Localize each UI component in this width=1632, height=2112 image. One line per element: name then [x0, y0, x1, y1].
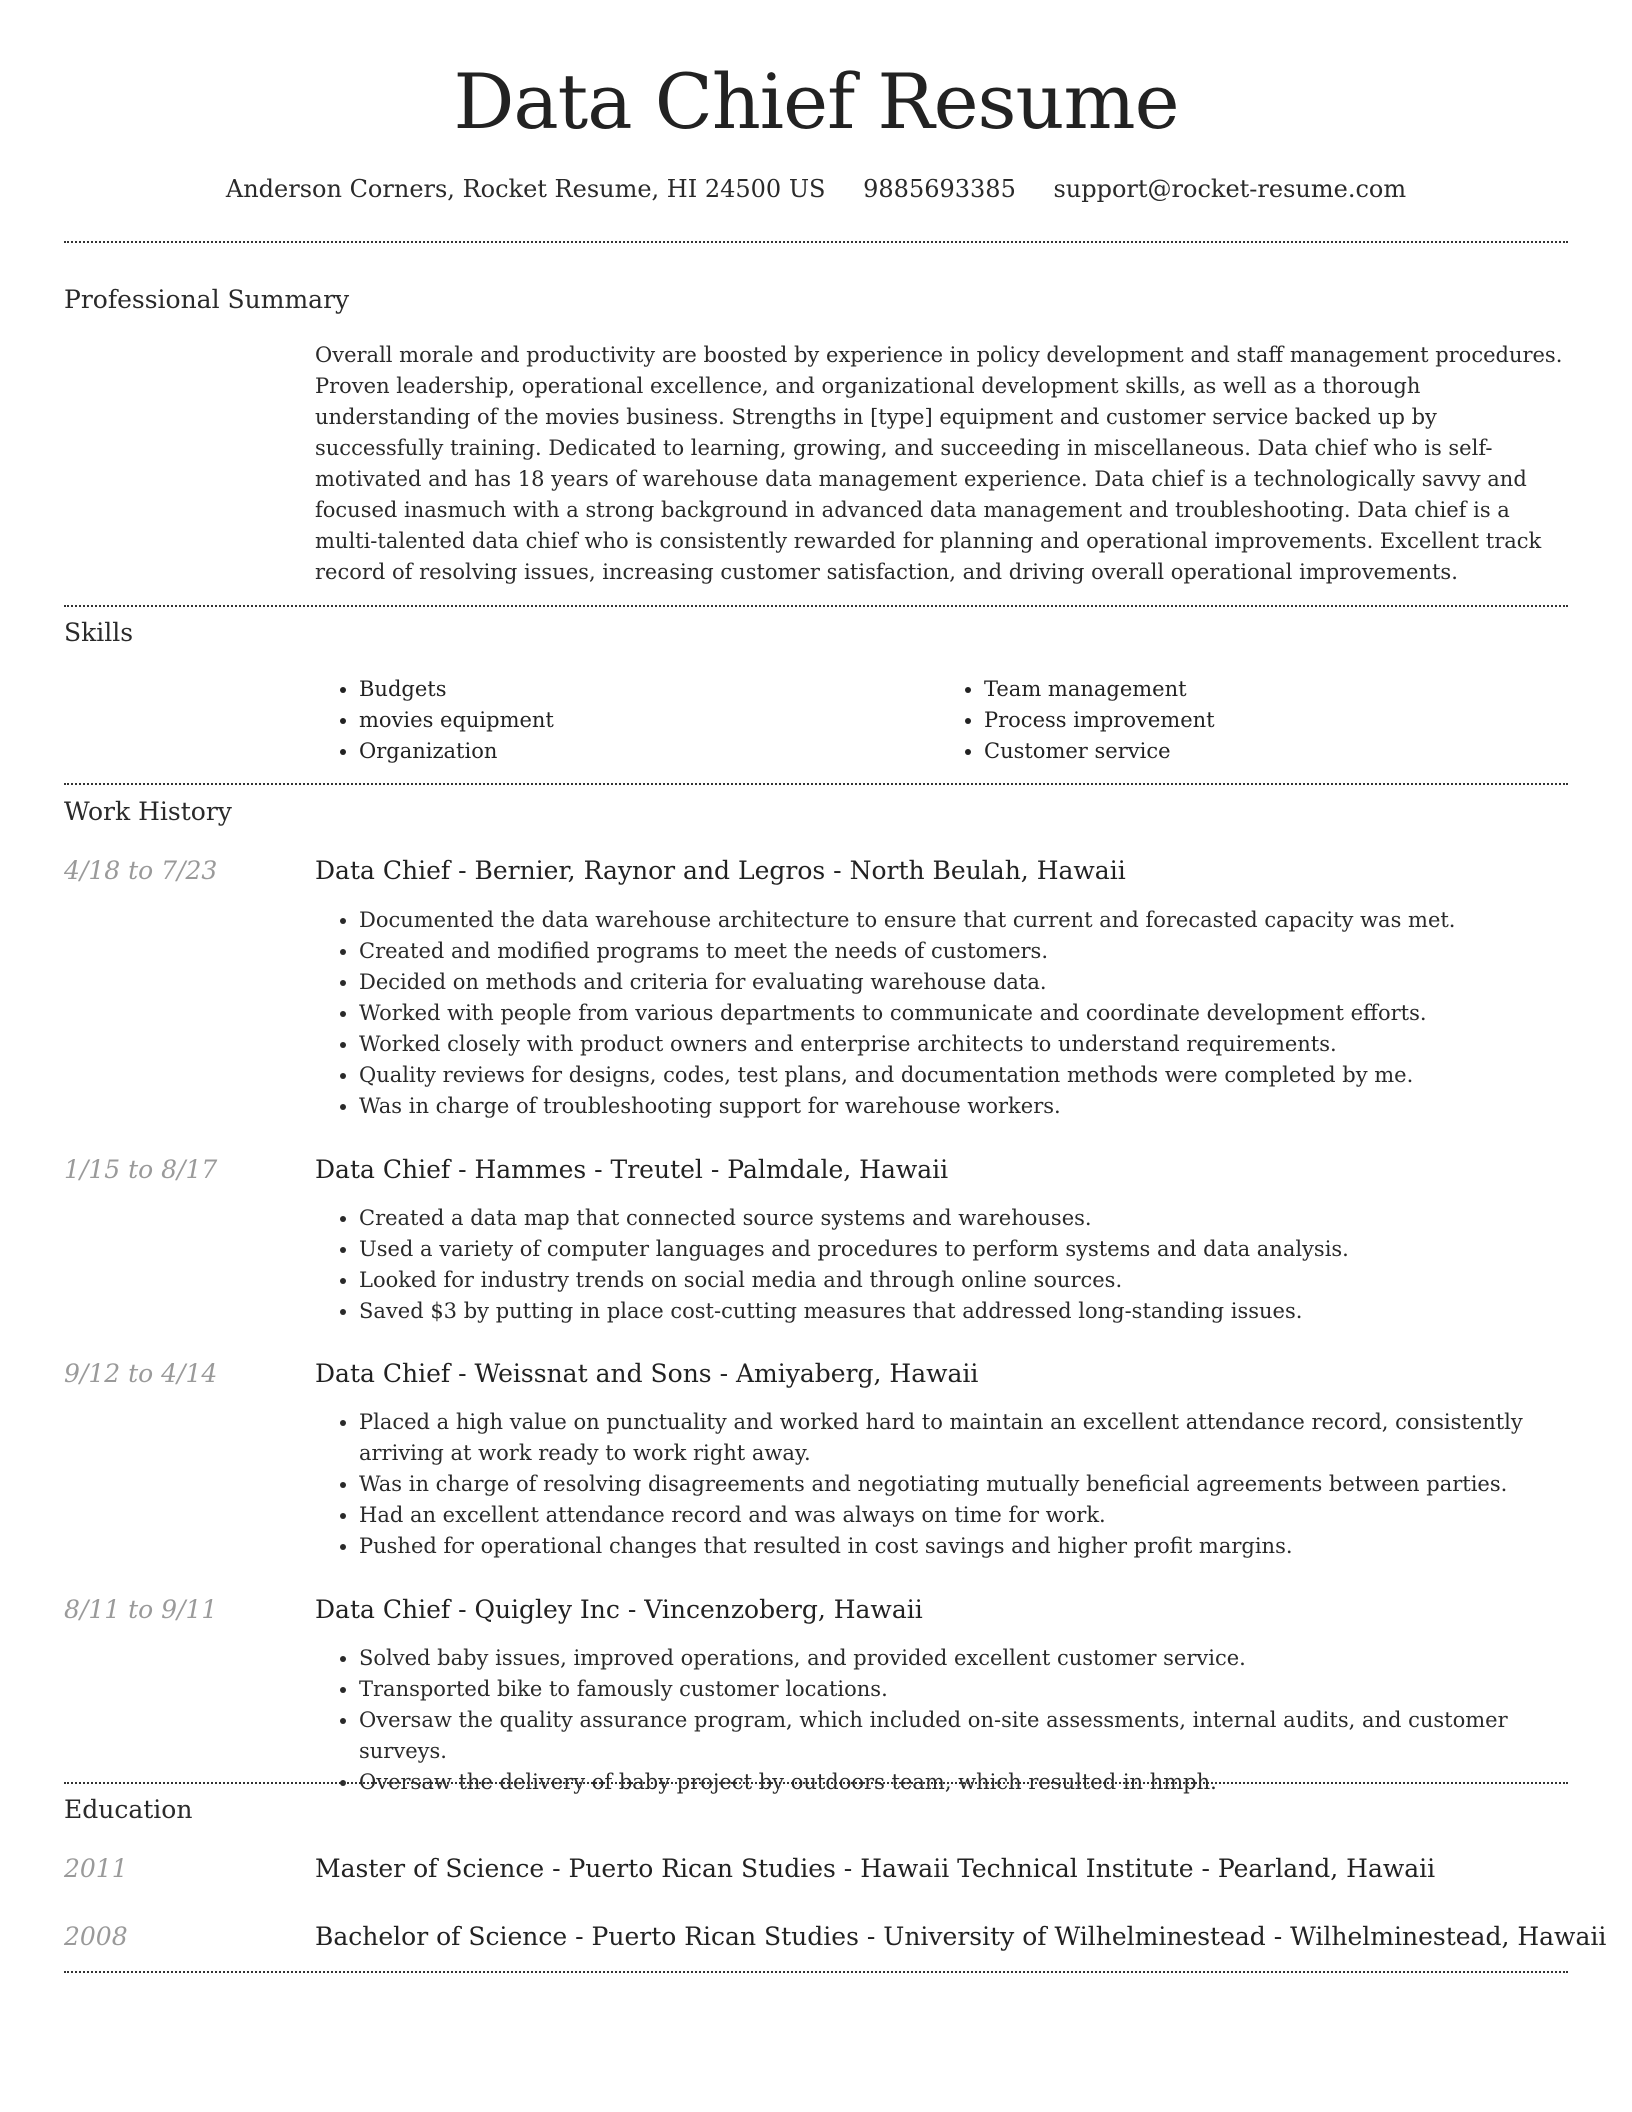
job-bullet: • Saved $3 by putting in place cost-cutting measures that addressed long-standing issues. — [359, 1296, 1565, 1327]
job-bullet: • Solved baby issues, improved operations, and provided excellent customer service. — [359, 1643, 1565, 1674]
job-bullet: • Worked closely with product owners and enterprise architects to understand requirements. — [359, 1029, 1565, 1060]
job-bullet: • Was in charge of troubleshooting support for warehouse workers. — [359, 1091, 1565, 1122]
job-bullet: • Worked with people from various departments to communicate and coordinate development efforts. — [359, 998, 1565, 1029]
contact-address: Anderson Corners, Rocket Resume, HI 24500 US — [225, 175, 826, 203]
job-bullets — [315, 905, 1565, 1122]
job-bullet: • Oversaw the quality assurance program, which included on-site assessments, internal audits, and customer surveys. — [359, 1705, 1565, 1767]
contact-phone: 9885693385 — [863, 175, 1016, 203]
skill-item: • movies equipment — [359, 705, 940, 736]
job-bullet: • Had an excellent attendance record and was always on time for work. — [359, 1500, 1565, 1531]
skills-column-right — [940, 674, 1565, 767]
job-bullet: • Pushed for operational changes that resulted in cost savings and higher profit margins. — [359, 1531, 1565, 1562]
summary-heading: Professional Summary — [64, 285, 350, 314]
job-bullet: • Transported bike to famously customer locations. — [359, 1674, 1565, 1705]
education-title: Bachelor of Science - Puerto Rican Studies - University of Wilhelminestead - Wilhelminestead, Hawaii — [315, 1922, 1607, 1951]
job-bullets — [315, 1643, 1565, 1798]
job-title: Data Chief - Bernier, Raynor and Legros - North Beulah, Hawaii — [315, 856, 1126, 885]
section-divider — [64, 605, 1568, 607]
job-bullet: • Quality reviews for designs, codes, test plans, and documentation methods were completed by me. — [359, 1060, 1565, 1091]
skill-item: • Budgets — [359, 674, 940, 705]
education-year: 2008 — [64, 1922, 128, 1951]
job-dates: 9/12 to 4/14 — [64, 1359, 218, 1388]
job-bullet: • Was in charge of resolving disagreements and negotiating mutually beneficial agreements between parties. — [359, 1469, 1565, 1500]
skills-heading: Skills — [64, 618, 134, 647]
education-year: 2011 — [64, 1854, 128, 1883]
job-dates: 8/11 to 9/11 — [64, 1595, 218, 1624]
job-bullet: • Used a variety of computer languages and procedures to perform systems and data analysis. — [359, 1234, 1565, 1265]
section-divider — [64, 1971, 1568, 1973]
contact-line — [0, 172, 1632, 206]
skill-item: • Customer service — [984, 736, 1565, 767]
education-title: Master of Science - Puerto Rican Studies - Hawaii Technical Institute - Pearland, Hawaii — [315, 1854, 1436, 1883]
section-divider — [64, 241, 1568, 243]
job-bullet: • Placed a high value on punctuality and worked hard to maintain an excellent attendance record, consistently arriving at work ready to work right away. — [359, 1407, 1565, 1469]
job-title: Data Chief - Hammes - Treutel - Palmdale, Hawaii — [315, 1155, 949, 1184]
job-title: Data Chief - Weissnat and Sons - Amiyaberg, Hawaii — [315, 1359, 979, 1388]
skill-item: • Organization — [359, 736, 940, 767]
skill-item: • Process improvement — [984, 705, 1565, 736]
job-bullet: • Oversaw the delivery of baby project by outdoors team, which resulted in hmph. — [359, 1767, 1565, 1798]
contact-email: support@rocket-resume.com — [1053, 175, 1407, 203]
section-divider — [64, 783, 1568, 785]
education-heading: Education — [64, 1795, 193, 1824]
job-bullet: • Created a data map that connected source systems and warehouses. — [359, 1203, 1565, 1234]
skill-item: • Team management — [984, 674, 1565, 705]
job-bullets — [315, 1407, 1565, 1562]
job-bullet: • Looked for industry trends on social media and through online sources. — [359, 1265, 1565, 1296]
job-bullet: • Created and modified programs to meet the needs of customers. — [359, 936, 1565, 967]
job-bullets — [315, 1203, 1565, 1327]
summary-text: Overall morale and productivity are boosted by experience in policy development and staff management procedures. Proven leadership, operational excellence, and organizational development skills, as well as a thorough understanding of the movies business. Strengths in [type] equipment and customer service backed up by successfully training. Dedicated to learning, growing, and succeeding in miscellaneous. Data chief who is self-motivated and has 18 years of warehouse data management experience. Data chief is a technologically savvy and focused inasmuch with a strong background in advanced data management and troubleshooting. Data chief is a multi-talented data chief who is consistently rewarded for planning and operational improvements. Excellent track record of resolving issues, increasing customer satisfaction, and driving overall operational improvements. — [315, 343, 1563, 584]
section-divider — [64, 1782, 1568, 1784]
skills-column-left — [315, 674, 940, 767]
page-title: Data Chief Resume — [453, 57, 1179, 146]
summary-body — [315, 340, 1565, 588]
job-bullet: • Documented the data warehouse architecture to ensure that current and forecasted capacity was met. — [359, 905, 1565, 936]
work-heading: Work History — [64, 797, 232, 826]
job-dates: 4/18 to 7/23 — [64, 856, 218, 885]
skills-list — [315, 674, 1565, 767]
job-bullet: • Decided on methods and criteria for evaluating warehouse data. — [359, 967, 1565, 998]
job-title: Data Chief - Quigley Inc - Vincenzoberg, Hawaii — [315, 1595, 923, 1624]
job-dates: 1/15 to 8/17 — [64, 1155, 218, 1184]
